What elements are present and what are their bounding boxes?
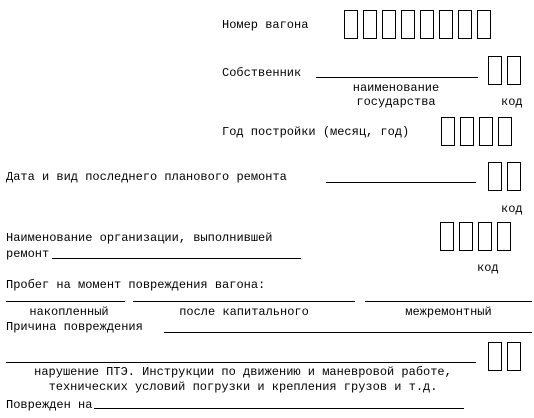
mileage-between-repairs-line[interactable] xyxy=(365,301,532,302)
wagon-number-label: Номер вагона xyxy=(222,18,309,32)
wagon-number-box[interactable] xyxy=(401,10,415,39)
mileage-accumulated-caption: накопленный xyxy=(29,305,109,319)
wagon-number-box[interactable] xyxy=(382,10,396,39)
damage-cause-line-1[interactable] xyxy=(164,332,532,333)
damage-cause-label: Причина повреждения xyxy=(6,320,143,334)
owner-code-box[interactable] xyxy=(488,56,502,85)
repair-org-code-box[interactable] xyxy=(478,222,492,251)
wagon-number-box[interactable] xyxy=(420,10,434,39)
last-repair-code-box[interactable] xyxy=(507,162,521,191)
wagon-number-box[interactable] xyxy=(458,10,472,39)
wagon-number-box[interactable] xyxy=(344,10,358,39)
damaged-at-label: Поврежден на xyxy=(6,398,93,412)
last-repair-line[interactable] xyxy=(326,182,476,183)
repair-org-label-line2: ремонт xyxy=(6,247,50,261)
mileage-accumulated-line[interactable] xyxy=(6,301,125,302)
wagon-number-box[interactable] xyxy=(477,10,491,39)
mileage-after-overhaul-line[interactable] xyxy=(133,301,355,302)
owner-code-boxes xyxy=(488,56,521,85)
damaged-at-line[interactable] xyxy=(94,408,464,409)
mileage-after-overhaul-caption: после капитального xyxy=(179,305,309,319)
damage-cause-caption-line2: технических условий погрузки и крепления грузов и т.д. xyxy=(48,380,438,394)
build-year-label: Год постройки (месяц, год) xyxy=(222,125,410,139)
repair-org-code-caption: код xyxy=(477,261,499,275)
damage-cause-code-box[interactable] xyxy=(488,342,502,371)
build-year-boxes xyxy=(441,117,512,146)
damage-cause-code-boxes xyxy=(488,342,521,371)
owner-name-caption: наименование государства xyxy=(352,81,440,109)
damage-cause-caption-line1: нарушение ПТЭ. Инструкции по движению и маневровой работе, xyxy=(34,365,452,379)
build-year-box[interactable] xyxy=(460,117,474,146)
damage-cause-code-box[interactable] xyxy=(507,342,521,371)
repair-org-code-boxes xyxy=(440,222,511,251)
wagon-number-boxes xyxy=(344,10,491,39)
owner-code-caption: код xyxy=(501,95,523,109)
build-year-box[interactable] xyxy=(479,117,493,146)
owner-code-box[interactable] xyxy=(507,56,521,85)
last-repair-label: Дата и вид последнего планового ремонта xyxy=(6,170,287,184)
owner-name-line[interactable] xyxy=(316,77,478,78)
repair-org-label-line1: Наименование организации, выполнившей xyxy=(6,231,273,245)
build-year-box[interactable] xyxy=(498,117,512,146)
repair-org-code-box[interactable] xyxy=(440,222,454,251)
wagon-number-box[interactable] xyxy=(363,10,377,39)
damage-cause-line-2[interactable] xyxy=(6,362,476,363)
repair-org-line[interactable] xyxy=(52,258,301,259)
repair-org-code-box[interactable] xyxy=(459,222,473,251)
wagon-number-box[interactable] xyxy=(439,10,453,39)
mileage-between-repairs-caption: межремонтный xyxy=(405,305,492,319)
owner-label: Собственник xyxy=(222,66,302,80)
last-repair-code-boxes xyxy=(488,162,521,191)
mileage-label: Пробег на момент повреждения вагона: xyxy=(6,278,266,292)
repair-org-code-box[interactable] xyxy=(497,222,511,251)
build-year-box[interactable] xyxy=(441,117,455,146)
last-repair-code-caption: код xyxy=(501,202,523,216)
last-repair-code-box[interactable] xyxy=(488,162,502,191)
